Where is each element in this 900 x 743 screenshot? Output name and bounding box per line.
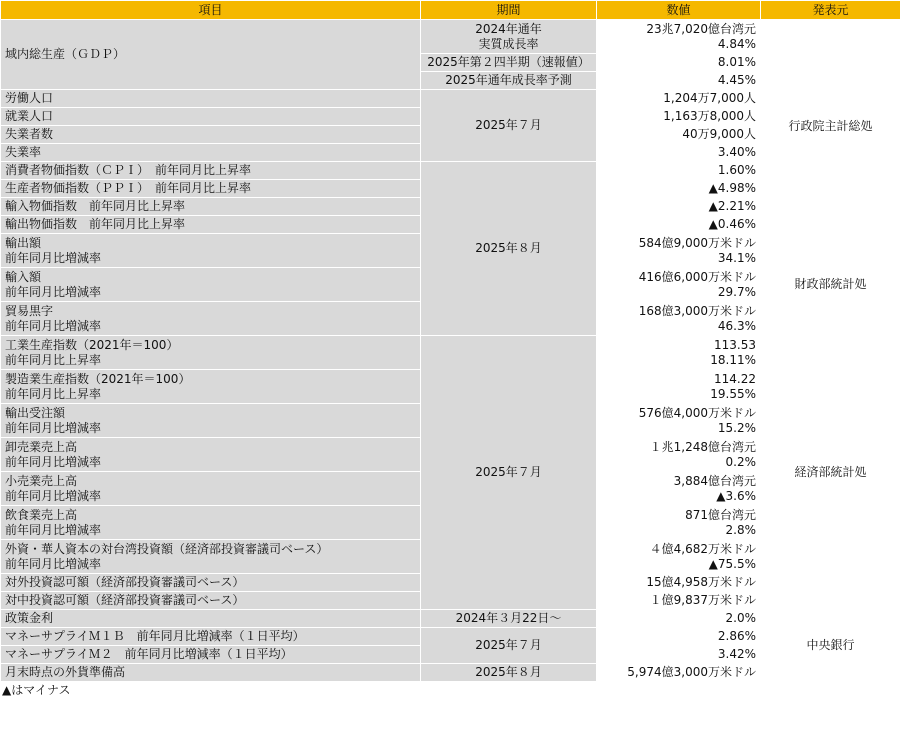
value-cell: 8.01%	[597, 54, 761, 72]
value-cell: ▲4.98%	[597, 180, 761, 198]
period-cell: 2025年７月	[421, 90, 597, 162]
value-cell: 416億6,000万米ドル 29.7%	[597, 268, 761, 302]
item-label: マネーサプライＭ２ 前年同月比増減率（１日平均）	[1, 646, 421, 664]
value-cell: 3,884億台湾元 ▲3.6%	[597, 472, 761, 506]
footnote: ▲はマイナス	[2, 683, 71, 697]
value-cell: 1,163万8,000人	[597, 108, 761, 126]
item-label: 貿易黒字 前年同月比増減率	[1, 302, 421, 336]
value-cell: １兆1,248億台湾元 0.2%	[597, 438, 761, 472]
value-cell: 2.86%	[597, 628, 761, 646]
item-label: 輸入額 前年同月比増減率	[1, 268, 421, 302]
value-cell: 5,974億3,000万米ドル	[597, 664, 761, 682]
header-item: 項目	[1, 1, 421, 20]
item-label: 輸出額 前年同月比増減率	[1, 234, 421, 268]
period-cell: 2025年第２四半期（速報値）	[421, 54, 597, 72]
item-label: 外資・華人資本の対台湾投資額（経済部投資審議司ベース） 前年同月比増減率	[1, 540, 421, 574]
item-label: 製造業生産指数（2021年＝100） 前年同月比上昇率	[1, 370, 421, 404]
period-cell: 2024年通年 実質成長率	[421, 20, 597, 54]
table-row	[1, 610, 900, 628]
source-cell: 経済部統計処	[761, 336, 900, 610]
period-cell: 2025年７月	[421, 336, 597, 610]
item-label: 対外投資認可額（経済部投資審議司ベース）	[1, 574, 421, 592]
header-value: 数値	[597, 1, 761, 20]
item-label: 失業率	[1, 144, 421, 162]
value-cell: 15億4,958万米ドル	[597, 574, 761, 592]
value-cell: 114.22 19.55%	[597, 370, 761, 404]
value-cell: １億9,837万米ドル	[597, 592, 761, 610]
value-cell: 113.53 18.11%	[597, 336, 761, 370]
item-label: 飲食業売上高 前年同月比増減率	[1, 506, 421, 540]
period-cell: 2025年７月	[421, 628, 597, 664]
period-cell: 2025年８月	[421, 162, 597, 336]
item-label: 失業者数	[1, 126, 421, 144]
value-cell: ▲0.46%	[597, 216, 761, 234]
item-label: 労働人口	[1, 90, 421, 108]
header-source: 発表元	[761, 1, 900, 20]
item-label: 対中投資認可額（経済部投資審議司ベース）	[1, 592, 421, 610]
header-period: 期間	[421, 1, 597, 20]
item-label: 小売業売上高 前年同月比増減率	[1, 472, 421, 506]
value-cell: 1.60%	[597, 162, 761, 180]
value-cell: 40万9,000人	[597, 126, 761, 144]
period-cell: 2024年３月22日〜	[421, 610, 597, 628]
item-label: 月末時点の外貨準備高	[1, 664, 421, 682]
header-row	[1, 1, 900, 20]
item-label: 生産者物価指数（ＰＰＩ） 前年同月比上昇率	[1, 180, 421, 198]
value-cell: 3.40%	[597, 144, 761, 162]
source-cell: 財政部統計処	[761, 234, 900, 336]
item-label: 輸出受注額 前年同月比増減率	[1, 404, 421, 438]
source-cell: 行政院主計総処	[761, 20, 900, 234]
value-cell: 871億台湾元 2.8%	[597, 506, 761, 540]
item-label: 域内総生産（ＧＤＰ）	[1, 20, 421, 90]
value-cell: 576億4,000万米ドル 15.2%	[597, 404, 761, 438]
item-label: 輸出物価指数 前年同月比上昇率	[1, 216, 421, 234]
value-cell: 3.42%	[597, 646, 761, 664]
item-label: マネーサプライＭ１Ｂ 前年同月比増減率（１日平均）	[1, 628, 421, 646]
source-cell: 中央銀行	[761, 610, 900, 682]
value-cell: ▲2.21%	[597, 198, 761, 216]
value-cell: 1,204万7,000人	[597, 90, 761, 108]
table-row	[1, 20, 900, 54]
value-cell: 2.0%	[597, 610, 761, 628]
value-cell: 584億9,000万米ドル 34.1%	[597, 234, 761, 268]
value-cell: 23兆7,020億台湾元 4.84%	[597, 20, 761, 54]
item-label: 卸売業売上高 前年同月比増減率	[1, 438, 421, 472]
item-label: 政策金利	[1, 610, 421, 628]
table-row	[1, 336, 900, 370]
value-cell: ４億4,682万米ドル ▲75.5%	[597, 540, 761, 574]
item-label: 工業生産指数（2021年＝100） 前年同月比上昇率	[1, 336, 421, 370]
period-cell: 2025年通年成長率予測	[421, 72, 597, 90]
value-cell: 168億3,000万米ドル 46.3%	[597, 302, 761, 336]
item-label: 消費者物価指数（ＣＰＩ） 前年同月比上昇率	[1, 162, 421, 180]
period-cell: 2025年８月	[421, 664, 597, 682]
item-label: 就業人口	[1, 108, 421, 126]
item-label: 輸入物価指数 前年同月比上昇率	[1, 198, 421, 216]
value-cell: 4.45%	[597, 72, 761, 90]
